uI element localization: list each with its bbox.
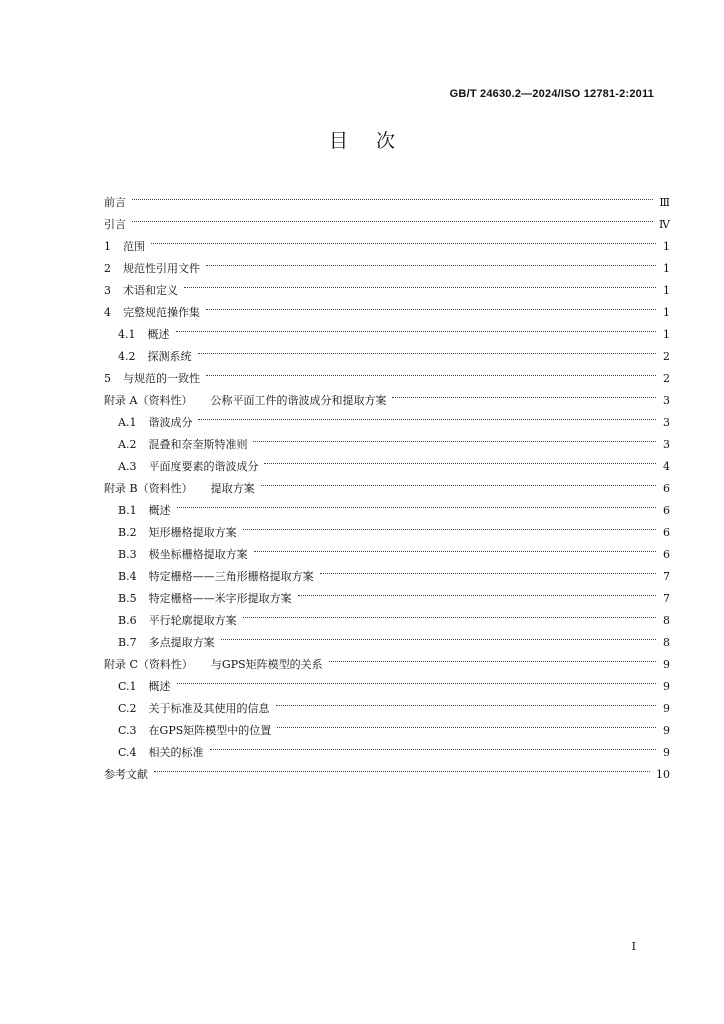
- dot-leader: [254, 536, 656, 558]
- dot-leader: [277, 712, 656, 734]
- toc-entry-title: 术语和定义: [123, 284, 178, 297]
- toc-entry-page: 7: [663, 570, 670, 583]
- toc-entry[interactable]: [104, 668, 670, 693]
- toc-entry-number: 5: [104, 372, 111, 385]
- toc-entry[interactable]: [104, 206, 670, 231]
- dot-leader: [154, 756, 650, 778]
- toc-entry-title: 平面度要素的谐波成分: [148, 460, 259, 473]
- toc-entry-appendix-label: 附录 A（资料性）: [104, 394, 193, 407]
- toc-entry-page: 3: [663, 394, 670, 407]
- toc-entry-title: 谐波成分: [148, 416, 193, 429]
- toc-entry-number: 1: [104, 240, 111, 253]
- toc-entry-number: 4.2: [118, 350, 136, 363]
- toc-entry-title: 规范性引用文件: [123, 262, 200, 275]
- toc-entry-page: 3: [663, 438, 670, 451]
- toc-entry-title: 引言: [104, 218, 126, 231]
- toc-entry-title: 概述: [148, 504, 171, 517]
- toc-entry-title: 极坐标栅格提取方案: [148, 548, 248, 561]
- dot-leader: [177, 492, 656, 514]
- dot-leader: [151, 228, 656, 250]
- toc-entry-title: 特定栅格——米字形提取方案: [148, 592, 292, 605]
- toc-entry-number: C.2: [118, 702, 137, 715]
- toc-entry-page: 7: [663, 592, 670, 605]
- dot-leader: [253, 426, 656, 448]
- toc-entry[interactable]: [104, 514, 670, 539]
- toc-entry[interactable]: [104, 184, 670, 209]
- toc-entry-number: B.1: [118, 504, 137, 517]
- toc-entry-title: 与GPS矩阵模型的关系: [210, 658, 323, 671]
- toc-entry[interactable]: [104, 492, 670, 517]
- toc-entry-title: 参考文献: [104, 768, 148, 781]
- toc-entry-title: 概述: [147, 328, 170, 341]
- dot-leader: [176, 316, 657, 338]
- dot-leader: [206, 294, 656, 316]
- toc-entry-number: C.4: [118, 746, 137, 759]
- dot-leader: [264, 448, 656, 470]
- toc-entry[interactable]: [104, 228, 670, 253]
- dot-leader: [184, 272, 656, 294]
- toc-entry-title: 混叠和奈奎斯特准则: [148, 438, 248, 451]
- toc-entry-page: 4: [663, 460, 670, 473]
- toc-entry-page: 1: [663, 262, 670, 275]
- dot-leader: [298, 580, 656, 602]
- toc-entry[interactable]: [104, 756, 670, 781]
- toc-entry-page: 1: [663, 306, 670, 319]
- toc-entry-title: 范围: [123, 240, 145, 253]
- dot-leader: [132, 206, 653, 228]
- page-number: Ⅰ: [631, 940, 636, 953]
- toc-entry[interactable]: [104, 338, 670, 363]
- toc-entry-number: 3: [104, 284, 111, 297]
- toc-entry-number: B.4: [118, 570, 137, 583]
- toc-entry-number: A.2: [118, 438, 137, 451]
- page-title: 目次: [328, 130, 423, 152]
- toc-entry-number: B.3: [118, 548, 137, 561]
- toc-entry-page: 6: [663, 548, 670, 561]
- toc-entry-number: A.1: [118, 416, 137, 429]
- dot-leader: [276, 690, 656, 712]
- toc-entry-title: 公称平面工件的谐波成分和提取方案: [210, 394, 387, 407]
- dot-leader: [198, 404, 656, 426]
- dot-leader: [206, 250, 656, 272]
- toc-entry-page: 2: [663, 372, 670, 385]
- standard-code-header: GB/T 24630.2—2024/ISO 12781-2:2011: [449, 88, 654, 100]
- toc-entry-page: 1: [663, 240, 670, 253]
- toc-entry-title: 前言: [104, 196, 126, 209]
- toc-entry-page: 3: [663, 416, 670, 429]
- toc-entry-page: 2: [663, 350, 670, 363]
- dot-leader: [132, 184, 653, 206]
- toc-entry-number: C.3: [118, 724, 137, 737]
- toc-entry-page: 8: [663, 636, 670, 649]
- dot-leader: [261, 470, 656, 492]
- dot-leader: [329, 646, 656, 668]
- toc-entry-appendix-label: 附录 C（资料性）: [104, 658, 193, 671]
- dot-leader: [210, 734, 656, 756]
- dot-leader: [243, 514, 656, 536]
- toc-entry-number: A.3: [118, 460, 137, 473]
- toc-entry-title: 提取方案: [210, 482, 255, 495]
- dot-leader: [221, 624, 656, 646]
- toc-entry-page: Ⅳ: [659, 218, 670, 231]
- toc-entry[interactable]: [104, 272, 670, 297]
- toc-entry-page: 1: [663, 284, 670, 297]
- toc-entry-appendix-label: 附录 B（资料性）: [104, 482, 193, 495]
- toc-entry-page: 10: [656, 768, 670, 781]
- toc-entry-page: 6: [663, 482, 670, 495]
- toc-entry-title: 相关的标准: [148, 746, 204, 759]
- toc-entry-page: 1: [663, 328, 670, 341]
- toc-entry[interactable]: [104, 690, 670, 715]
- toc-entry-title: 概述: [148, 680, 171, 693]
- toc-entry-page: 9: [663, 746, 670, 759]
- toc-entry-number: B.7: [118, 636, 137, 649]
- dot-leader: [198, 338, 657, 360]
- dot-leader: [177, 668, 656, 690]
- toc-entry[interactable]: [104, 250, 670, 275]
- toc-entry-title: 关于标准及其使用的信息: [148, 702, 270, 715]
- toc-entry-title: 矩形栅格提取方案: [148, 526, 237, 539]
- toc-entry-number: 4.1: [118, 328, 136, 341]
- toc-entry-number: 2: [104, 262, 111, 275]
- toc-entry-title: 特定栅格——三角形栅格提取方案: [148, 570, 314, 583]
- toc-entry-page: 9: [663, 724, 670, 737]
- toc-entry-number: C.1: [118, 680, 137, 693]
- dot-leader: [243, 602, 656, 624]
- toc-entry-page: 6: [663, 504, 670, 517]
- dot-leader: [392, 382, 656, 404]
- toc-entry-page: 9: [663, 658, 670, 671]
- toc-entry[interactable]: [104, 316, 670, 341]
- table-of-contents: [104, 184, 670, 781]
- dot-leader: [206, 360, 656, 382]
- toc-entry-title: 多点提取方案: [148, 636, 215, 649]
- toc-entry-title: 在GPS矩阵模型中的位置: [148, 724, 272, 737]
- toc-entry-page: 9: [663, 702, 670, 715]
- toc-entry-number: 4: [104, 306, 111, 319]
- toc-entry-title: 探测系统: [147, 350, 192, 363]
- toc-entry-page: 8: [663, 614, 670, 627]
- toc-entry-title: 与规范的一致性: [123, 372, 200, 385]
- toc-entry-page: 6: [663, 526, 670, 539]
- toc-entry-number: B.5: [118, 592, 137, 605]
- toc-entry-number: B.6: [118, 614, 137, 627]
- toc-entry[interactable]: [104, 294, 670, 319]
- dot-leader: [320, 558, 656, 580]
- toc-entry-number: B.2: [118, 526, 137, 539]
- toc-entry-page: Ⅲ: [659, 196, 670, 209]
- toc-entry-title: 完整规范操作集: [123, 306, 200, 319]
- toc-entry-title: 平行轮廓提取方案: [148, 614, 237, 627]
- toc-entry-page: 9: [663, 680, 670, 693]
